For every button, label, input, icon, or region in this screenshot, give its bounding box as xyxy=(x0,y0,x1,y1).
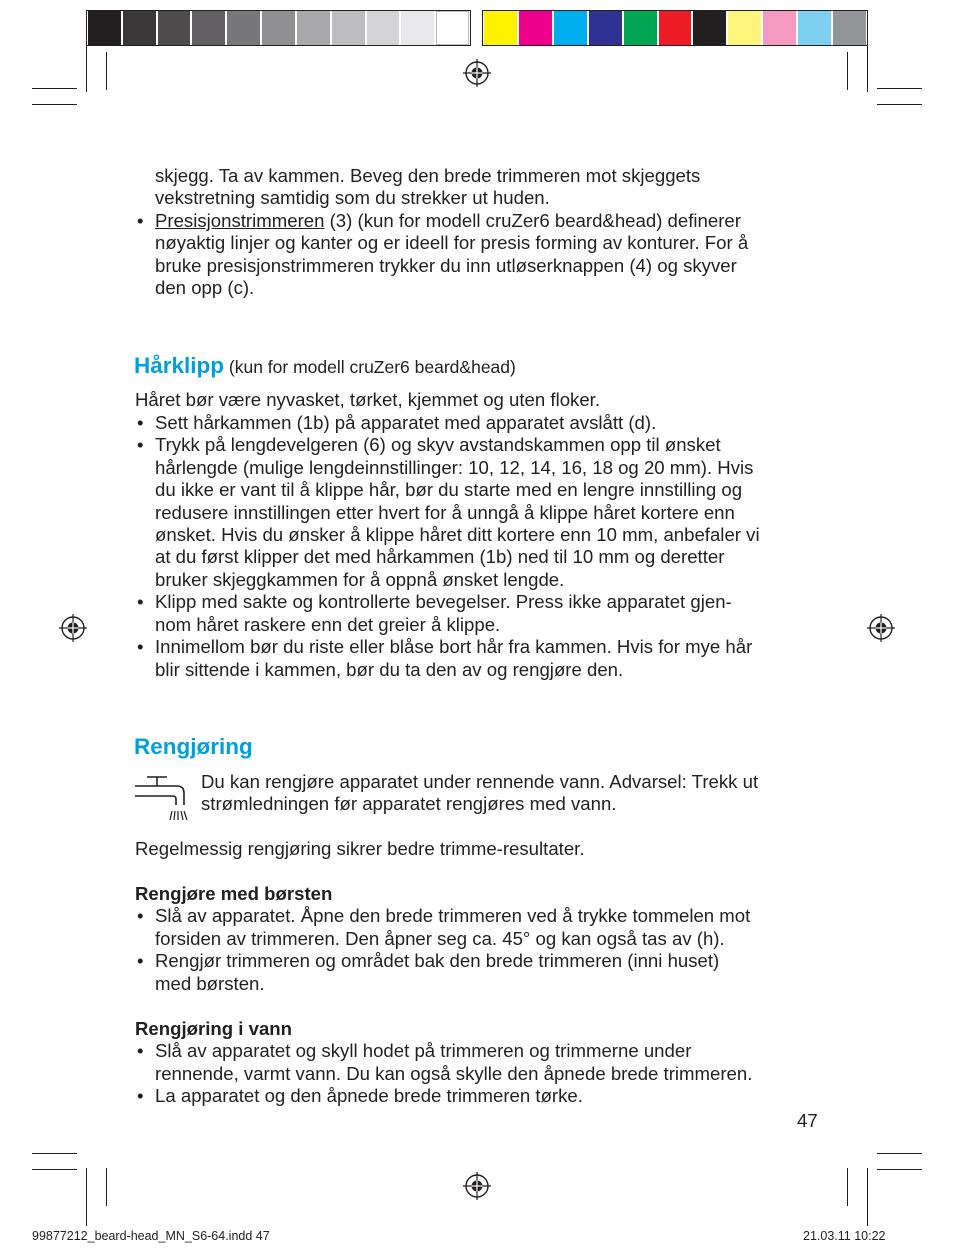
registration-mark-icon xyxy=(463,1172,491,1200)
color-swatch xyxy=(158,11,191,45)
color-swatch xyxy=(436,11,469,45)
color-swatch xyxy=(693,11,726,45)
bullet-text: Trykk på lengdevelgeren (6) og skyv avstandskammen opp til ønsket xyxy=(155,434,721,455)
bullet-text: Slå av apparatet. Åpne den brede trimmeren ved å trykke tommelen mot xyxy=(155,905,751,926)
color-swatch xyxy=(833,11,866,45)
color-swatch xyxy=(297,11,330,45)
color-swatch xyxy=(554,11,587,45)
bullet-text: hårlengde (mulige lengdeinnstillinger: 10, 12, 14, 16, 18 og 20 mm). Hvis xyxy=(155,457,754,478)
color-swatch xyxy=(798,11,831,45)
bullet: • xyxy=(137,950,144,971)
crop-mark-top-left-v2 xyxy=(86,30,87,92)
subheading-water: Rengjøring i vann xyxy=(135,1018,293,1039)
bullet-text: rennende, varmt vann. Du kan også skylle den åpnede brede trimmeren. xyxy=(155,1063,753,1084)
intro-line: skjegg. Ta av kammen. Beveg den brede trimmeren mot skjeggets xyxy=(155,165,701,186)
bullet-text: La apparatet og den åpnede brede trimmeren tørke. xyxy=(155,1085,583,1106)
section-heading-harklipp: Hårklipp (kun for modell cruZer6 beard&head) xyxy=(134,353,516,378)
color-swatch xyxy=(589,11,622,45)
bullet-text: Innimellom bør du riste eller blåse bort hår fra kammen. Hvis for mye hår xyxy=(155,636,753,657)
subheading-brush: Rengjøre med børsten xyxy=(135,883,333,904)
bullet-text: Sett hårkammen (1b) på apparatet med apparatet avslått (d). xyxy=(155,412,657,433)
bullet-text: nøyaktig linjer og kanter og er ideell for presis forming av konturer. For å xyxy=(155,232,749,253)
bullet-text: den opp (c). xyxy=(155,277,255,298)
color-swatch xyxy=(367,11,400,45)
bullet: • xyxy=(137,412,144,433)
color-swatch xyxy=(332,11,365,45)
bullet: • xyxy=(137,636,144,657)
registration-mark-icon xyxy=(59,614,87,642)
crop-mark-top-right-v2 xyxy=(867,30,868,92)
crop-mark-bottom-left-v2 xyxy=(106,1168,107,1206)
bullet-text: med børsten. xyxy=(155,973,265,994)
crop-mark-top-left-h2 xyxy=(32,88,77,89)
precision-trimmer-term: Presisjonstrimmeren xyxy=(155,210,325,231)
crop-mark-top-left-v xyxy=(106,52,107,90)
color-swatch xyxy=(192,11,225,45)
bullet: • xyxy=(137,210,144,231)
bullet-text: forsiden av trimmeren. Den åpner seg ca. 45° og kan også tas av (h). xyxy=(155,928,725,949)
bullet-text: blir sittende i kammen, bør du ta den av og rengjøre den. xyxy=(155,659,624,680)
crop-mark-bottom-left-h2 xyxy=(32,1169,77,1170)
bullet-text: du ikke er vant til å klippe hår, bør du starte med en lengre innstilling og xyxy=(155,479,743,500)
crop-mark-top-right-h2 xyxy=(877,104,922,105)
crop-mark-top-right-h xyxy=(877,88,922,89)
bullet: • xyxy=(137,1085,144,1106)
bullet-text: bruker skjeggkammen for å oppnå ønsket lengde. xyxy=(155,569,565,590)
color-swatch xyxy=(227,11,260,45)
bullet-text: Rengjør trimmeren og området bak den brede trimmeren (inni huset) xyxy=(155,950,720,971)
bullet: • xyxy=(137,1040,144,1061)
crop-mark-bottom-right-h xyxy=(877,1153,922,1154)
crop-mark-bottom-right-v2 xyxy=(847,1168,848,1206)
crop-mark-bottom-left-h xyxy=(32,1153,77,1154)
color-swatch xyxy=(123,11,156,45)
color-swatch xyxy=(519,11,552,45)
crop-mark-top-right-v xyxy=(847,52,848,90)
slug-date: 21.03.11 10:22 xyxy=(803,1229,886,1243)
intro-line: vekstretning samtidig som du strekker ut huden. xyxy=(155,187,550,208)
color-swatch xyxy=(262,11,295,45)
bullet: • xyxy=(137,591,144,612)
paragraph: Regelmessig rengjøring sikrer bedre trimme-resultater. xyxy=(135,838,585,859)
warning-text: Du kan rengjøre apparatet under rennende vann. Advarsel: Trekk ut xyxy=(201,771,759,792)
crop-mark-bottom-right-v xyxy=(867,1168,868,1226)
registration-mark-icon xyxy=(463,59,491,87)
bullet: • xyxy=(137,434,144,455)
crop-mark-bottom-right-h2 xyxy=(877,1169,922,1170)
water-tap-icon xyxy=(133,774,191,824)
registration-mark-icon xyxy=(867,614,895,642)
warning-text: strømledningen før apparatet rengjøres med vann. xyxy=(201,793,617,814)
bullet: • xyxy=(137,905,144,926)
color-swatch xyxy=(659,11,692,45)
color-swatch xyxy=(484,11,517,45)
section-heading-rengjoring: Rengjøring xyxy=(134,734,253,759)
bullet-text: Klipp med sakte og kontrollerte bevegelser. Press ikke apparatet gjen- xyxy=(155,591,732,612)
color-swatch xyxy=(763,11,796,45)
slug-filename: 99877212_beard-head_MN_S6-64.indd 47 xyxy=(32,1229,270,1243)
bullet-text: Presisjonstrimmeren (3) (kun for modell cruZer6 beard&head) definerer xyxy=(155,210,741,231)
bullet-text: redusere innstillingen etter hvert for å unngå å klippe håret kortere enn xyxy=(155,502,735,523)
color-swatch xyxy=(401,11,434,45)
page-number: 47 xyxy=(797,1110,818,1131)
crop-mark-top-left-h xyxy=(32,104,77,105)
bullet-text: Slå av apparatet og skyll hodet på trimmeren og trimmerne under xyxy=(155,1040,692,1061)
bullet-text: bruke presisjonstrimmeren trykker du inn utløserknappen (4) og skyver xyxy=(155,255,737,276)
color-swatch xyxy=(88,11,121,45)
color-swatch xyxy=(624,11,657,45)
bullet-text: nom håret raskere enn det greier å klippe. xyxy=(155,614,501,635)
bullet-text: at du først klipper det med hårkammen (1b) ned til 10 mm og deretter xyxy=(155,546,725,567)
crop-mark-bottom-left-v xyxy=(86,1168,87,1226)
bullet-text: ønsket. Hvis du ønsker å klippe håret ditt kortere enn 10 mm, anbefaler vi xyxy=(155,524,760,545)
color-swatch xyxy=(728,11,761,45)
paragraph: Håret bør være nyvasket, tørket, kjemmet og uten floker. xyxy=(135,389,601,410)
